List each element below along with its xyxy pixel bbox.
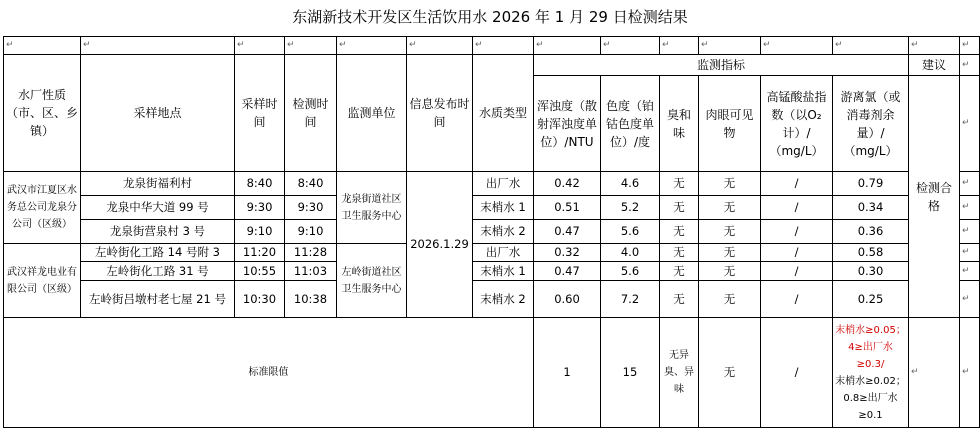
chlorine-cell: 0.25: [833, 281, 909, 318]
standard-turbidity: 1: [534, 318, 601, 428]
permanganate-cell: /: [761, 281, 833, 318]
sample-time-cell: 10:30: [235, 281, 285, 318]
test-time-cell: 11:28: [285, 244, 337, 262]
standard-permanganate: /: [761, 318, 833, 428]
table-row: [4, 244, 980, 262]
para-mark: ↵: [960, 55, 980, 76]
para-mark: ↵: [960, 172, 980, 196]
sample-time-cell: 9:10: [235, 220, 285, 244]
visible-cell: 无: [699, 172, 761, 196]
visible-cell: 无: [699, 244, 761, 262]
color-cell: 4.6: [601, 172, 660, 196]
permanganate-cell: /: [761, 262, 833, 281]
unit-cell: 左岭街道社区卫生服务中心: [337, 244, 407, 318]
header-visible: 肉眼可见物: [699, 76, 761, 172]
site-cell: 左岭街吕墩村老七屋 21 号: [81, 281, 235, 318]
publish-date-cell: 2026.1.29: [407, 172, 473, 318]
odor-cell: 无: [660, 172, 699, 196]
permanganate-cell: /: [761, 172, 833, 196]
sample-time-cell: 9:30: [235, 196, 285, 220]
sample-time-cell: 11:20: [235, 244, 285, 262]
test-time-cell: 10:38: [285, 281, 337, 318]
turbidity-cell: 0.32: [534, 244, 601, 262]
plant-cell: 武汉市江夏区水务总公司龙泉分公司（区级）: [4, 172, 81, 244]
header-site: 采样地点: [81, 55, 235, 172]
turbidity-cell: 0.42: [534, 172, 601, 196]
chlorine-cell: 0.36: [833, 220, 909, 244]
chlorine-limit-black: 末梢水≥0.02；0.8≥出厂水≥0.1: [835, 375, 906, 421]
test-time-cell: 8:40: [285, 172, 337, 196]
para-mark: ↵: [833, 37, 909, 55]
visible-cell: 无: [699, 262, 761, 281]
odor-cell: 无: [660, 281, 699, 318]
header-sample-time: 采样时间: [235, 55, 285, 172]
table-row: [4, 196, 980, 220]
para-mark: ↵: [960, 76, 980, 172]
conclusion: 检测合格: [909, 76, 960, 318]
water-type-cell: 末梢水 1: [473, 196, 534, 220]
visible-cell: 无: [699, 220, 761, 244]
odor-cell: 无: [660, 220, 699, 244]
chlorine-cell: 0.34: [833, 196, 909, 220]
water-type-cell: 出厂水: [473, 172, 534, 196]
standard-label: 标准限值: [4, 318, 534, 428]
para-mark: ↵: [960, 37, 980, 55]
para-mark: ↵: [235, 37, 285, 55]
turbidity-cell: 0.51: [534, 196, 601, 220]
para-mark: ↵: [909, 37, 960, 55]
color-cell: 7.2: [601, 281, 660, 318]
water-type-cell: 末梢水 2: [473, 220, 534, 244]
water-type-cell: 末梢水 1: [473, 262, 534, 281]
chlorine-cell: 0.30: [833, 262, 909, 281]
standard-chlorine: [833, 318, 909, 428]
header-color: 色度（铂钴色度单位）/度: [601, 76, 660, 172]
header-test-time: 检测时间: [285, 55, 337, 172]
header-unit: 监测单位: [337, 55, 407, 172]
turbidity-cell: 0.60: [534, 281, 601, 318]
turbidity-cell: 0.47: [534, 262, 601, 281]
turbidity-cell: 0.47: [534, 220, 601, 244]
header-monitor-group: 监测指标: [534, 55, 909, 76]
chlorine-limit-red: 末梢水≥0.05；4≥出厂水≥0.3/: [835, 324, 906, 370]
chlorine-cell: 0.79: [833, 172, 909, 196]
para-mark: ↵: [699, 37, 761, 55]
test-time-cell: 11:03: [285, 262, 337, 281]
table-row: [4, 281, 980, 318]
standard-odor: 无异臭、异味: [660, 318, 699, 428]
para-mark: ↵: [4, 37, 81, 55]
plant-cell: 武汉祥龙电业有限公司（区级）: [4, 244, 81, 318]
standard-row: [4, 318, 980, 428]
header-suggestion: 建议: [909, 55, 960, 76]
test-time-cell: 9:30: [285, 196, 337, 220]
odor-cell: 无: [660, 262, 699, 281]
site-cell: 左岭街化工路 14 号附 3: [81, 244, 235, 262]
para-mark: ↵: [761, 37, 833, 55]
table-row: [4, 262, 980, 281]
visible-cell: 无: [699, 281, 761, 318]
para-mark: ↵: [285, 37, 337, 55]
table-row: [4, 220, 980, 244]
site-cell: 龙泉街福利村: [81, 172, 235, 196]
permanganate-cell: /: [761, 220, 833, 244]
para-mark: ↵: [960, 196, 980, 220]
test-time-cell: 9:10: [285, 220, 337, 244]
site-cell: 龙泉中华大道 99 号: [81, 196, 235, 220]
color-cell: 4.0: [601, 244, 660, 262]
site-cell: 龙泉街营泉村 3 号: [81, 220, 235, 244]
results-table: [3, 36, 980, 428]
odor-cell: 无: [660, 244, 699, 262]
para-mark: ↵: [337, 37, 407, 55]
header-turbidity: 浑浊度（散射浑浊度单位）/NTU: [534, 76, 601, 172]
unit-cell: 龙泉街道社区卫生服务中心: [337, 172, 407, 244]
sample-time-cell: 8:40: [235, 172, 285, 196]
spacer-row: [4, 37, 980, 55]
header-plant: 水厂性质（市、区、乡镇）: [4, 55, 81, 172]
header-publish-time: 信息发布时间: [407, 55, 473, 172]
para-mark: ↵: [534, 37, 601, 55]
para-mark: ↵: [473, 37, 534, 55]
para-mark: ↵: [601, 37, 660, 55]
header-odor: 臭和味: [660, 76, 699, 172]
standard-color: 15: [601, 318, 660, 428]
para-mark: ↵: [960, 318, 980, 428]
visible-cell: 无: [699, 196, 761, 220]
header-chlorine: 游离氯（或消毒剂余量）/（mg/L）: [833, 76, 909, 172]
permanganate-cell: /: [761, 244, 833, 262]
para-mark: ↵: [960, 262, 980, 281]
para-mark: ↵: [960, 220, 980, 244]
chlorine-cell: 0.58: [833, 244, 909, 262]
table-row: [4, 172, 980, 196]
header-water-type: 水质类型: [473, 55, 534, 172]
para-mark: ↵: [81, 37, 235, 55]
header-permanganate: 高锰酸盐指数（以O₂计）/（mg/L）: [761, 76, 833, 172]
site-cell: 左岭街化工路 31 号: [81, 262, 235, 281]
para-mark: ↵: [960, 281, 980, 318]
color-cell: 5.2: [601, 196, 660, 220]
water-type-cell: 出厂水: [473, 244, 534, 262]
permanganate-cell: /: [761, 196, 833, 220]
standard-visible: 无: [699, 318, 761, 428]
para-mark: ↵: [909, 318, 960, 428]
page-title: 东湖新技术开发区生活饮用水 2026 年 1 月 29 日检测结果: [292, 8, 688, 26]
para-mark: ↵: [660, 37, 699, 55]
water-type-cell: 末梢水 2: [473, 281, 534, 318]
odor-cell: 无: [660, 196, 699, 220]
sample-time-cell: 10:55: [235, 262, 285, 281]
para-mark: ↵: [407, 37, 473, 55]
color-cell: 5.6: [601, 220, 660, 244]
para-mark: ↵: [960, 244, 980, 262]
color-cell: 5.6: [601, 262, 660, 281]
